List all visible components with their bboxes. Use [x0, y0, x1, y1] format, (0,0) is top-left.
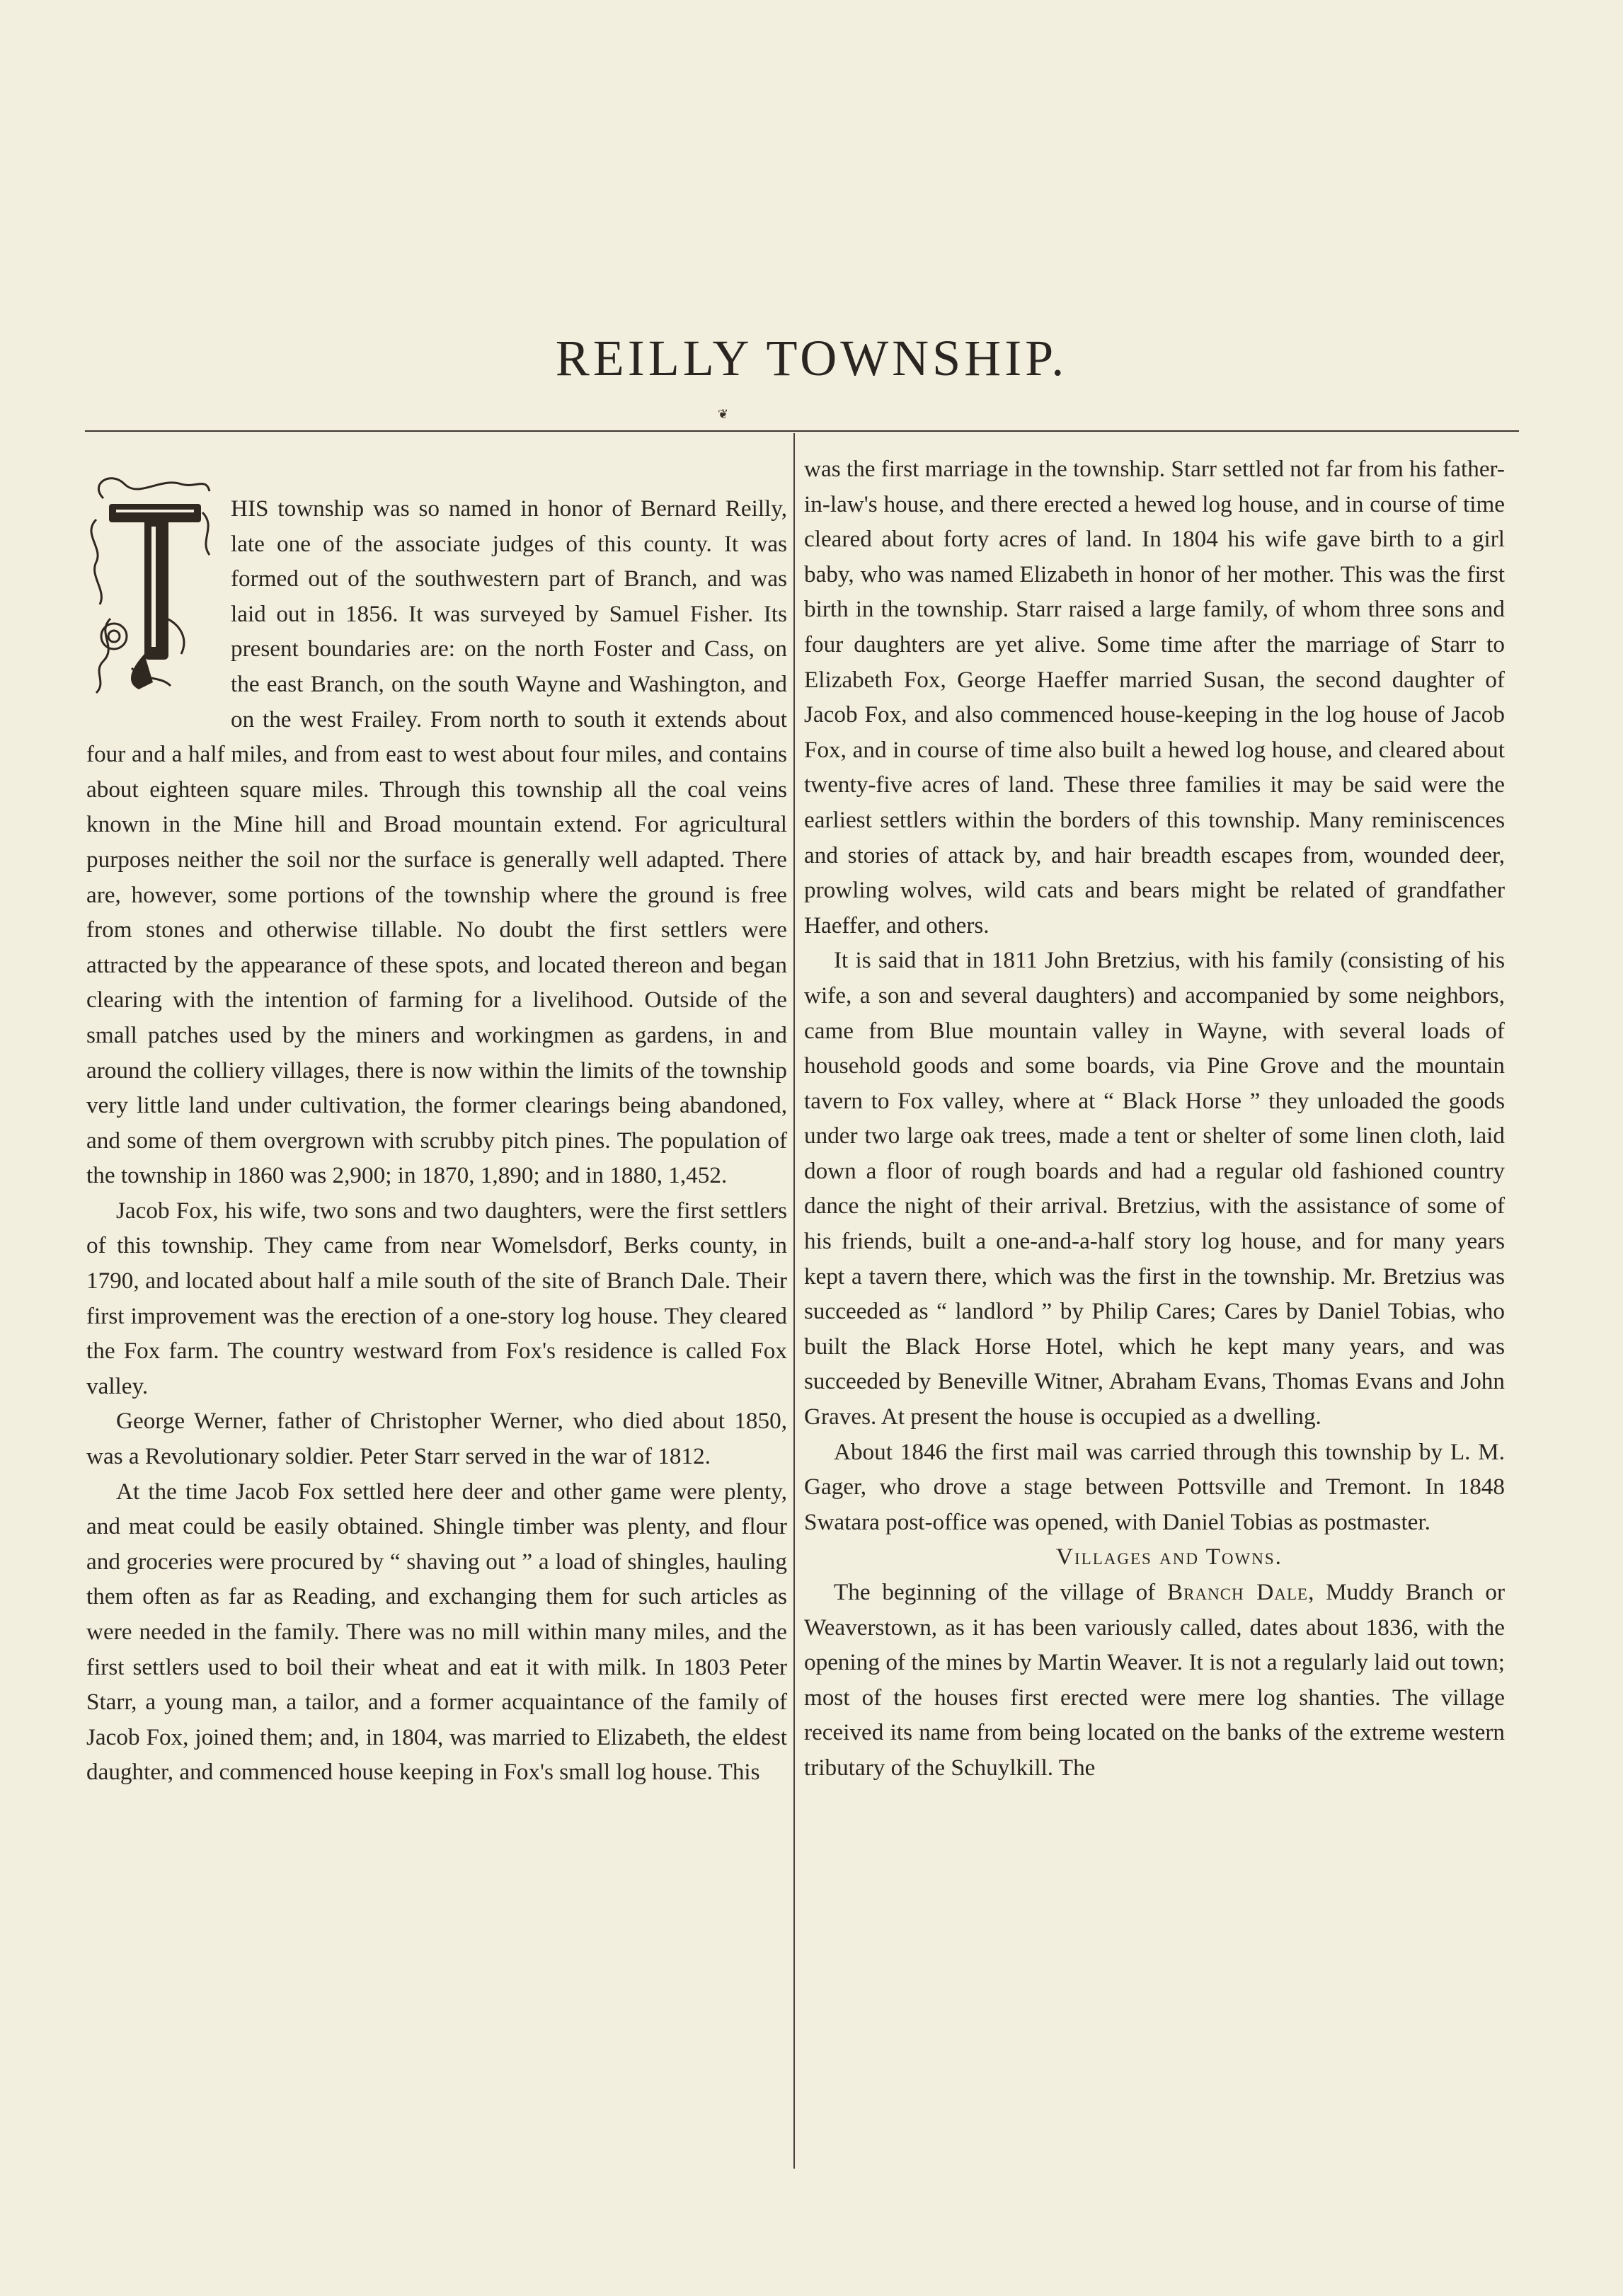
paragraph: Jacob Fox, his wife, two sons and two daughters, were the first settlers of this township. They came from near Womelsdorf, Berks county, in 1790, and located about half a mile south of the site of Branch Dale. Their first improvement was the erection of a one-story log house. They cleared the Fox farm. The country westward from Fox's residence is called Fox valley. — [86, 1197, 787, 1399]
paragraph: T HIS township was so named in honor of Bernard Reilly, late one of the associate judges of this county. It was formed out of the southwestern part of Branch, and was laid out in 1856. It was surveyed by Samuel Fisher. Its present boundaries are: on the north Foster and Cass, on the east Branch, on the south Wayne and Washington, and on the west Frailey. From north to south it extends about four and a half miles, and from east to west about four miles, and contains about eighteen square miles. Through this township all the coal veins known in the Mine hill and Broad mountain extend. For agricultural purposes neither the soil nor the surface is generally well adapted. There are, however, some portions of the township where the ground is free from stones and otherwise tillable. No doubt the first settlers were attracted by the appearance of these spots, and located thereon and began clearing with the intention of farming for a livelihood. Outside of the small patches used by the miners and workingmen as gardens, in and around the colliery villages, there is now within the limits of the township very little land under cultivation, the former clearings being abandoned, and some of them overgrown with scrubby pitch pines. The population of the township in 1860 was 2,900; in 1870, 1,890; and in 1880, 1,452. — [86, 491, 787, 1193]
paragraph: George Werner, father of Christopher Werner, who died about 1850, was a Revolutionary soldier. Peter Starr served in the war of 1812. — [86, 1408, 787, 1470]
title-rule — [85, 430, 1519, 432]
section-heading: Villages and Towns. — [1056, 1544, 1283, 1571]
ornamental-initial-t-icon — [82, 470, 221, 704]
paragraph: The beginning of the village of Branch Dale, Muddy Branch or Weaverstown, as it has been variously called, dates about 1836, with the opening of the mines by Martin Weaver. It is not a regularly laid out town; most of the houses first erected were mere log shanties. The village received its name from being located on the banks of the extreme western tributary of the Schuylkill. The — [804, 1579, 1505, 1781]
fleuron-icon: ❦ — [718, 407, 729, 421]
dropcap-letter: T — [156, 531, 157, 532]
right-column — [804, 452, 1505, 1786]
paragraph: It is said that in 1811 John Bretzius, with his family (consisting of his wife, a son and several daughters) and accompanied by some neighbors, came from Blue mountain valley in Wayne, with several loads of household goods and some boards, via Pine Grove and the mountain tavern to Fox valley, where at “ Black Horse ” they unloaded the goods under two large oak trees, made a tent or shelter of some linen cloth, laid down a floor of rough boards and had a regular old fashioned country dance the night of their arrival. Bretzius, with the assistance of some of his friends, built a one-and-a-half story log house, and for many years kept a tavern there, which was the first in the township. Mr. Bretzius was succeeded as “ landlord ” by Philip Cares; Cares by Daniel Tobias, who built the Black Horse Hotel, which he kept many years, and was succeeded by Beneville Witner, Abraham Evans, Thomas Evans and John Graves. At present the house is occupied as a dwelling. — [804, 947, 1505, 1430]
page-title: REILLY TOWNSHIP. — [555, 330, 1068, 386]
paragraph: About 1846 the first mail was carried through this township by L. M. Gager, who drove a stage between Pottsville and Tremont. In 1848 Swatara post-office was opened, with Daniel Tobias as postmaster. — [804, 1438, 1505, 1535]
left-column — [86, 491, 787, 1790]
paragraph: At the time Jacob Fox settled here deer and other game were plenty, and meat could be easily obtained. Shingle timber was plenty, and flour and groceries were procured by “ shaving out ” a load of shingles, hauling them often as far as Reading, and exchanging them for such articles as were needed in the family. There was no mill within many miles, and the first settlers used to boil their wheat and eat it with milk. In 1803 Peter Starr, a young man, a tailor, and a former acquaintance of the family of Jacob Fox, joined them; and, in 1804, was married to Elizabeth, the eldest daughter, and commenced house keeping in Fox's small log house. This — [86, 1478, 787, 1786]
paragraph: was the first marriage in the township. Starr settled not far from his father-in-law's house, and there erected a hewed log house, and in course of time cleared about forty acres of land. In 1804 his wife gave birth to a girl baby, who was named Elizabeth in honor of her mother. This was the first birth in the township. Starr raised a large family, of whom three sons and four daughters are yet alive. Some time after the marriage of Starr to Elizabeth Fox, George Haeffer married Susan, the second daughter of Jacob Fox, and also commenced house-keeping in the log house of Jacob Fox, and in course of time also built a hewed log house, and cleared about twenty-five acres of land. These three families it may be said were the earliest settlers within the borders of this township. Many reminiscences and stories of attack by, and hair breadth escapes from, wounded deer, prowling wolves, wild cats and bears might be related of grandfather Haeffer, and others. — [804, 456, 1505, 939]
place-name: Branch Dale — [1167, 1579, 1309, 1605]
column-divider — [793, 433, 795, 2169]
